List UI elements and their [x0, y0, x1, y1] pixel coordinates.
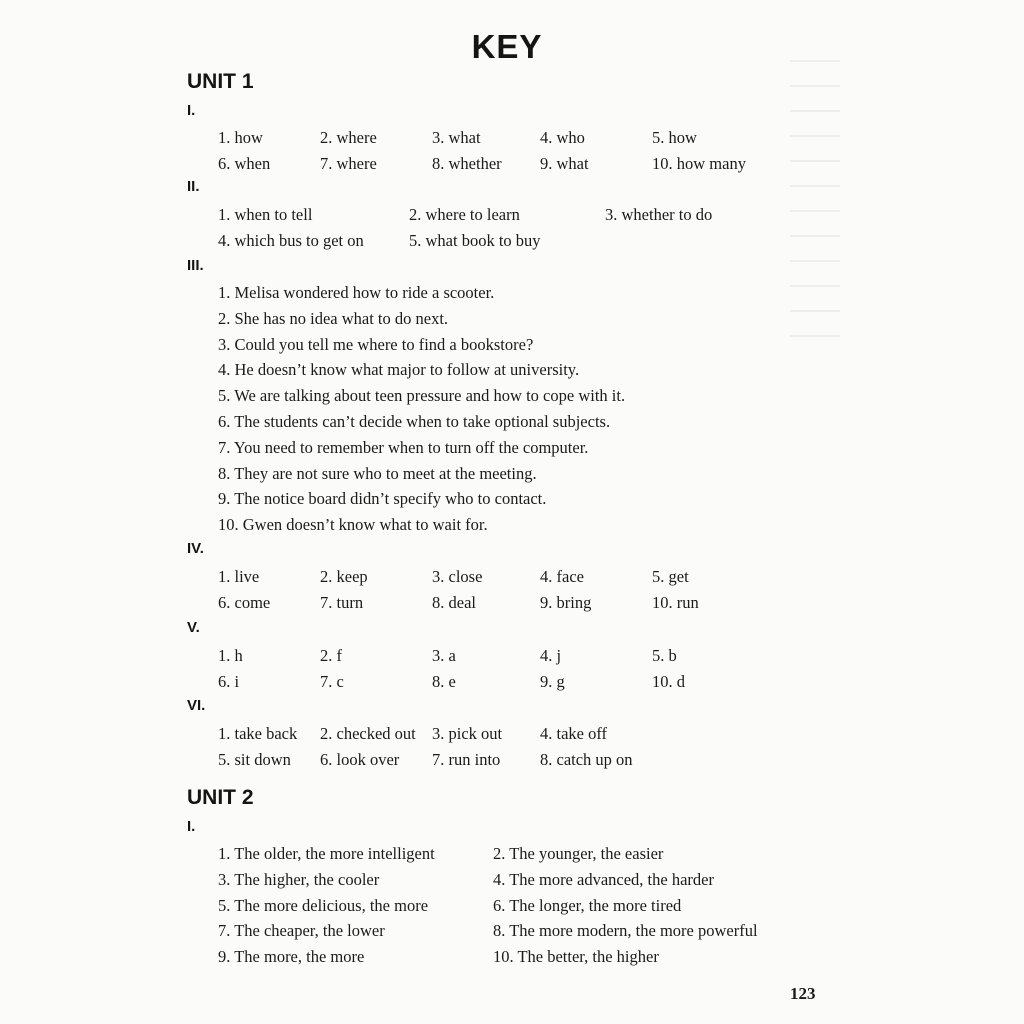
answer: 9. what — [540, 154, 589, 173]
answer: 5. what book to buy — [409, 231, 541, 250]
answer: 10. Gwen doesn’t know what to wait for. — [218, 515, 488, 534]
answer: 1. h — [218, 646, 243, 665]
answer: 3. The higher, the cooler — [218, 870, 380, 889]
answer: 1. live — [218, 567, 260, 586]
answer: 3. what — [432, 128, 481, 147]
answer: 3. a — [432, 646, 456, 665]
answer: 6. when — [218, 154, 271, 173]
answer: 3. pick out — [432, 724, 503, 743]
page-title: KEY — [471, 28, 543, 65]
answer: 6. The students can’t decide when to take optional subjects. — [218, 412, 611, 431]
answer: 5. sit down — [218, 750, 291, 769]
answer: 6. The longer, the more tired — [493, 896, 682, 915]
answer: 10. The better, the higher — [493, 947, 659, 966]
answer: 5. b — [652, 646, 677, 665]
answer: 6. come — [218, 593, 271, 612]
answer: 8. They are not sure who to meet at the meeting. — [218, 464, 537, 483]
answer: 9. g — [540, 672, 565, 691]
answer: 10. run — [652, 593, 699, 612]
answer: 7. run into — [432, 750, 501, 769]
answer: 1. The older, the more intelligent — [218, 844, 435, 863]
unit-2-section-i-label: I. — [187, 818, 196, 835]
answer: 6. i — [218, 672, 240, 691]
answer: 1. take back — [218, 724, 298, 743]
answer: 7. The cheaper, the lower — [218, 921, 385, 940]
unit-1-section-vi-label: VI. — [187, 697, 206, 714]
answer: 8. whether — [432, 154, 502, 173]
answer: 3. close — [432, 567, 483, 586]
answer: 4. which bus to get on — [218, 231, 364, 250]
answer: 2. where to learn — [409, 205, 520, 224]
unit-1-section-i-label: I. — [187, 102, 196, 119]
unit-1-section-v-label: V. — [187, 619, 200, 636]
answer: 3. whether to do — [605, 205, 713, 224]
answer: 4. face — [540, 567, 584, 586]
answer: 5. get — [652, 567, 689, 586]
answer: 8. e — [432, 672, 456, 691]
answer: 1. when to tell — [218, 205, 313, 224]
answer: 7. c — [320, 672, 344, 691]
answer: 8. The more modern, the more powerful — [493, 921, 758, 940]
answer: 4. The more advanced, the harder — [493, 870, 714, 889]
answer: 2. checked out — [320, 724, 416, 743]
answer: 2. The younger, the easier — [493, 844, 664, 863]
answer: 2. f — [320, 646, 342, 665]
answer: 2. keep — [320, 567, 368, 586]
answer: 10. how many — [652, 154, 746, 173]
answer: 4. j — [540, 646, 562, 665]
page-number: 123 — [790, 984, 816, 1003]
answer: 7. where — [320, 154, 377, 173]
answer: 8. catch up on — [540, 750, 633, 769]
unit-1-section-iii-label: III. — [187, 257, 204, 274]
answer: 1. how — [218, 128, 263, 147]
answer: 4. He doesn’t know what major to follow at university. — [218, 360, 580, 379]
answer: 6. look over — [320, 750, 400, 769]
unit-2-heading: UNIT 2 — [187, 786, 254, 809]
unit-1-section-ii-label: II. — [187, 178, 200, 195]
answer: 9. The more, the more — [218, 947, 365, 966]
answer: 5. how — [652, 128, 697, 147]
unit-1-section-iv-label: IV. — [187, 540, 204, 557]
answer: 9. The notice board didn’t specify who to contact. — [218, 489, 547, 508]
answer: 2. where — [320, 128, 377, 147]
answer: 7. You need to remember when to turn off the computer. — [218, 438, 589, 457]
answer: 7. turn — [320, 593, 364, 612]
bleed-through-text — [790, 60, 840, 360]
answer: 4. who — [540, 128, 585, 147]
answer: 3. Could you tell me where to find a bookstore? — [218, 335, 534, 354]
answer: 5. We are talking about teen pressure and how to cope with it. — [218, 386, 626, 405]
answer: 4. take off — [540, 724, 608, 743]
answer: 9. bring — [540, 593, 592, 612]
unit-1-heading: UNIT 1 — [187, 70, 254, 93]
answer: 1. Melisa wondered how to ride a scooter. — [218, 283, 495, 302]
answer: 5. The more delicious, the more — [218, 896, 429, 915]
answer: 10. d — [652, 672, 685, 691]
answer: 8. deal — [432, 593, 476, 612]
answer: 2. She has no idea what to do next. — [218, 309, 449, 328]
